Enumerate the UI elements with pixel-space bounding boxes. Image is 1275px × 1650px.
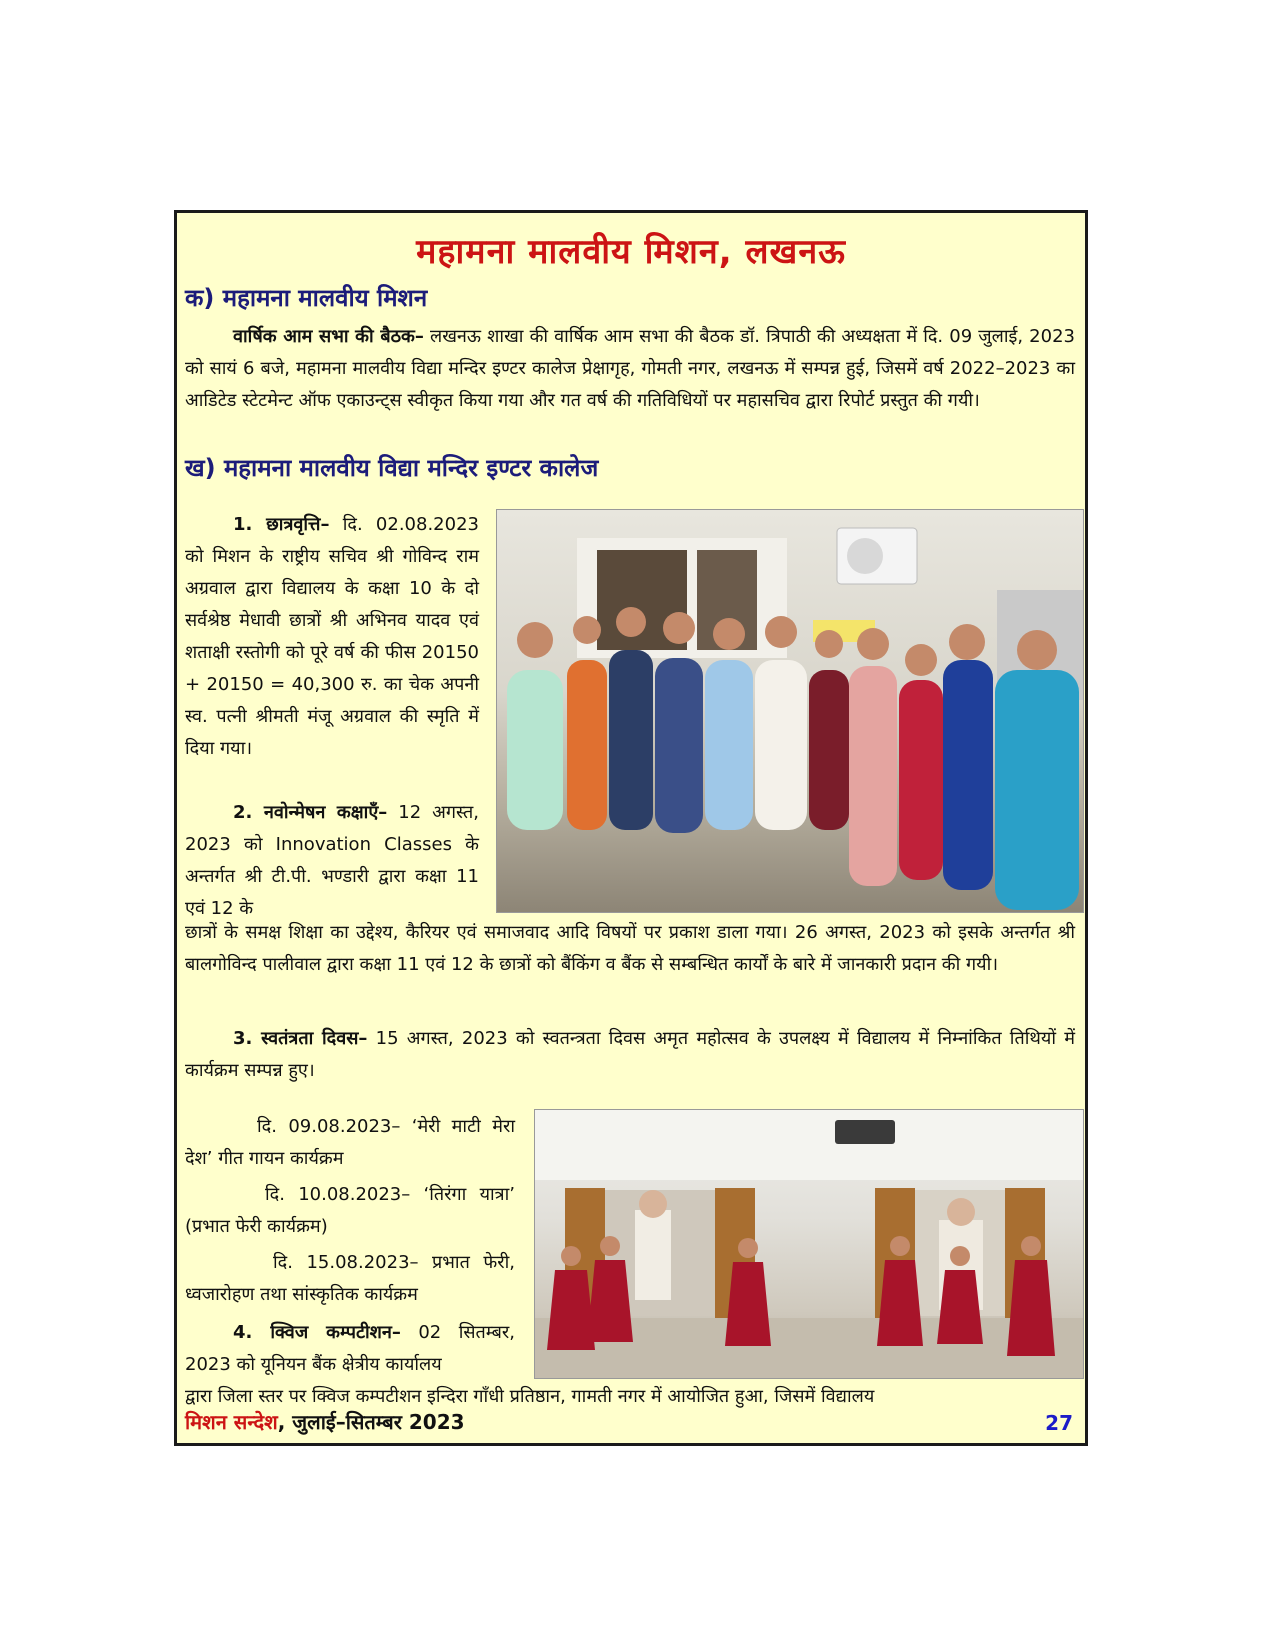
- item1-paragraph: [185, 509, 479, 765]
- page-number: 27: [1045, 1411, 1073, 1435]
- event-3: दि. 15.08.2023– प्रभात फेरी, ध्वजारोहण तथा सांस्कृतिक कार्यक्रम: [185, 1252, 515, 1305]
- item4-text-side: 02 सितम्बर, 2023 को यूनियन बैंक क्षेत्रीय कार्यालय: [185, 1322, 515, 1375]
- section-b-heading: ख) महामना मालवीय विद्या मन्दिर इण्टर कालेज: [185, 454, 599, 482]
- footer-brand: मिशन सन्देश: [185, 1410, 278, 1434]
- event-1: दि. 09.08.2023– ‘मेरी माटी मेरा देश’ गीत गायन कार्यक्रम: [185, 1116, 515, 1169]
- item1-lead: 1. छात्रवृत्ति–: [233, 514, 330, 535]
- dance-photo: [534, 1109, 1084, 1379]
- item3-text: 15 अगस्त, 2023 को स्वतन्त्रता दिवस अमृत महोत्सव के उपलक्ष्य में विद्यालय में निम्नांकित तिथियों में कार्यक्रम सम्पन्न हुए।: [185, 1028, 1075, 1081]
- section-a-text: लखनऊ शाखा की वार्षिक आम सभा की बैठक डॉ. त्रिपाठी की अध्यक्षता में दि. 09 जुलाई, 2023 को सायं 6 बजे, महामना मालवीय विद्या मन्दिर इण्टर कालेज प्रेक्षागृह, गोमती नगर, लखनऊ में सम्पन्न हुई, जिसमें वर्ष 2022–2023 का आडिटेड स्टेटमेन्ट ऑफ एकाउन्ट्स स्वीकृत किया गया और गत वर्ष की गतिविधियों पर महासचिव द्वारा रिपोर्ट प्रस्तुत की गयी।: [185, 326, 1075, 411]
- event-2: दि. 10.08.2023– ‘तिरंगा यात्रा’ (प्रभात फेरी कार्यक्रम): [185, 1184, 515, 1237]
- item2-full-paragraph: छात्रों के समक्ष शिक्षा का उद्देश्य, कैरियर एवं समाजवाद आदि विषयों पर प्रकाश डाला गया। 26 अगस्त, 2023 को इसके अन्तर्गत श्री बालगोविन्द पालीवाल द्वारा कक्षा 11 एवं 12 के छात्रों को बैंकिंग व बैंक से सम्बन्धित कार्यों के बारे में जानकारी प्रदान की गयी।: [185, 922, 1075, 975]
- section-a-lead: वार्षिक आम सभा की बैठक–: [233, 326, 424, 347]
- item3-paragraph: [185, 1023, 1075, 1087]
- section-a-heading: क) महामना मालवीय मिशन: [185, 284, 428, 312]
- page-title: महामना मालवीय मिशन, लखनऊ: [416, 232, 846, 272]
- item2-side-paragraph: [185, 797, 479, 925]
- group-photo: [496, 509, 1084, 913]
- item2-lead: 2. नवोन्मेषन कक्षाएँ–: [233, 802, 388, 823]
- footer-issue-date: , जुलाई–सितम्बर 2023: [277, 1410, 465, 1434]
- item1-text: दि. 02.08.2023 को मिशन के राष्ट्रीय सचिव श्री गोविन्द राम अग्रवाल द्वारा विद्यालय के कक्षा 10 के दो सर्वश्रेष्ठ मेधावी छात्रों श्री अभिनव यादव एवं शताक्षी रस्तोगी को पूरे वर्ष की फीस 20150 + 20150 = 40,300 रु. का चेक अपनी स्व. पत्नी श्रीमती मंजू अग्रवाल की स्मृति में दिया गया।: [185, 514, 479, 759]
- page-frame: [174, 210, 1088, 1446]
- item2-text-side: 12 अगस्त, 2023 को Innovation Classes के अन्तर्गत श्री टी.पी. भण्डारी द्वारा कक्षा 11 एवं 12 के: [185, 802, 479, 919]
- item4-full-paragraph: द्वारा जिला स्तर पर क्विज कम्पटीशन इन्दिरा गाँधी प्रतिष्ठान, गामती नगर में आयोजित हुआ, जिसमें विद्यालय: [185, 1386, 875, 1407]
- footer-issue: [185, 1408, 465, 1435]
- item3-lead: 3. स्वतंत्रता दिवस–: [233, 1028, 368, 1049]
- item4-side-paragraph: [185, 1317, 515, 1381]
- item4-lead: 4. क्विज कम्पटीशन–: [233, 1322, 401, 1343]
- section-a-paragraph: [185, 321, 1075, 417]
